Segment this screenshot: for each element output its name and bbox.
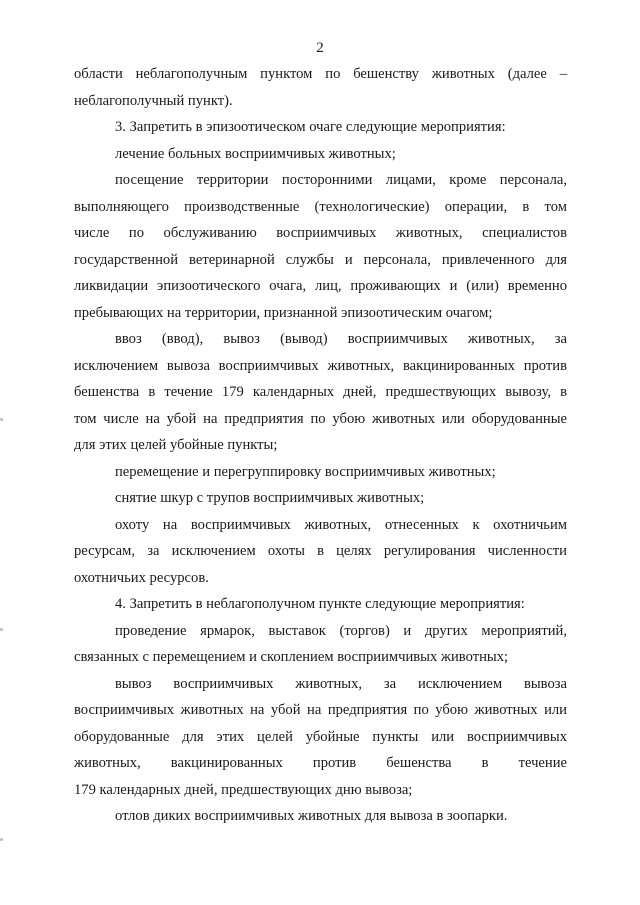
text-line: оборудованные для этих целей убойные пункты или восприимчивых: [74, 728, 567, 745]
text-line: охотничьих ресурсов.: [74, 569, 209, 586]
text-line: 3. Запретить в эпизоотическом очаге следующие мероприятия:: [115, 119, 506, 135]
text-line: исключением вывоза восприимчивых животных, вакцинированных против: [74, 357, 567, 374]
text-line: лечение больных восприимчивых животных;: [115, 145, 396, 162]
text-line: пребывающих на территории, признанной эпизоотическим очагом;: [74, 304, 493, 321]
text-line: вывоз восприимчивых животных, за исключением вывоза: [115, 675, 567, 692]
text-line: отлов диких восприимчивых животных для вывоза в зоопарки.: [115, 808, 508, 824]
text-line: выполняющего производственные (технологические) операции, в том: [74, 198, 567, 215]
text-line: ресурсам, за исключением охоты в целях регулирования численности: [74, 543, 567, 559]
text-line: охоту на восприимчивых животных, отнесенных к охотничьим: [115, 516, 567, 533]
text-line: государственной ветеринарной службы и персонала, привлеченного для: [74, 251, 567, 268]
text-line: том числе на убой на предприятия по убою животных или оборудованные: [74, 410, 567, 427]
text-line: связанных с перемещением и скоплением восприимчивых животных;: [74, 649, 509, 665]
text-line: ввоз (ввод), вывоз (вывод) восприимчивых животных, за: [115, 331, 567, 347]
document-body: [74, 61, 567, 830]
scan-artifact: [0, 418, 3, 421]
text-line: бешенства в течение 179 календарных дней, предшествующих вывозу, в: [74, 384, 567, 400]
text-line: перемещение и перегруппировку восприимчивых животных;: [115, 463, 496, 480]
text-line: ликвидации эпизоотического очага, лиц, проживающих и (или) временно: [74, 278, 567, 294]
text-line: области неблагополучным пунктом по бешенству животных (далее –: [74, 66, 567, 82]
text-line: числе по обслуживанию восприимчивых животных, специалистов: [74, 225, 567, 241]
text-line: посещение территории посторонними лицами, кроме персонала,: [115, 172, 567, 188]
scan-artifact: [0, 628, 3, 631]
text-line: 4. Запретить в неблагополучном пункте следующие мероприятия:: [115, 596, 525, 612]
text-line: для этих целей убойные пункты;: [74, 437, 278, 453]
text-line: животных, вакцинированных против бешенства в течение: [74, 755, 567, 771]
text-line: 179 календарных дней, предшествующих дню вывоза;: [74, 781, 413, 798]
page-number: 2: [316, 40, 324, 56]
scan-artifact: [0, 838, 3, 841]
text-line: снятие шкур с трупов восприимчивых животных;: [115, 490, 425, 506]
text-line: проведение ярмарок, выставок (торгов) и других мероприятий,: [115, 622, 567, 639]
text-line: неблагополучный пункт).: [74, 92, 233, 109]
text-line: восприимчивых животных на убой на предприятия по убою животных или: [74, 702, 567, 718]
